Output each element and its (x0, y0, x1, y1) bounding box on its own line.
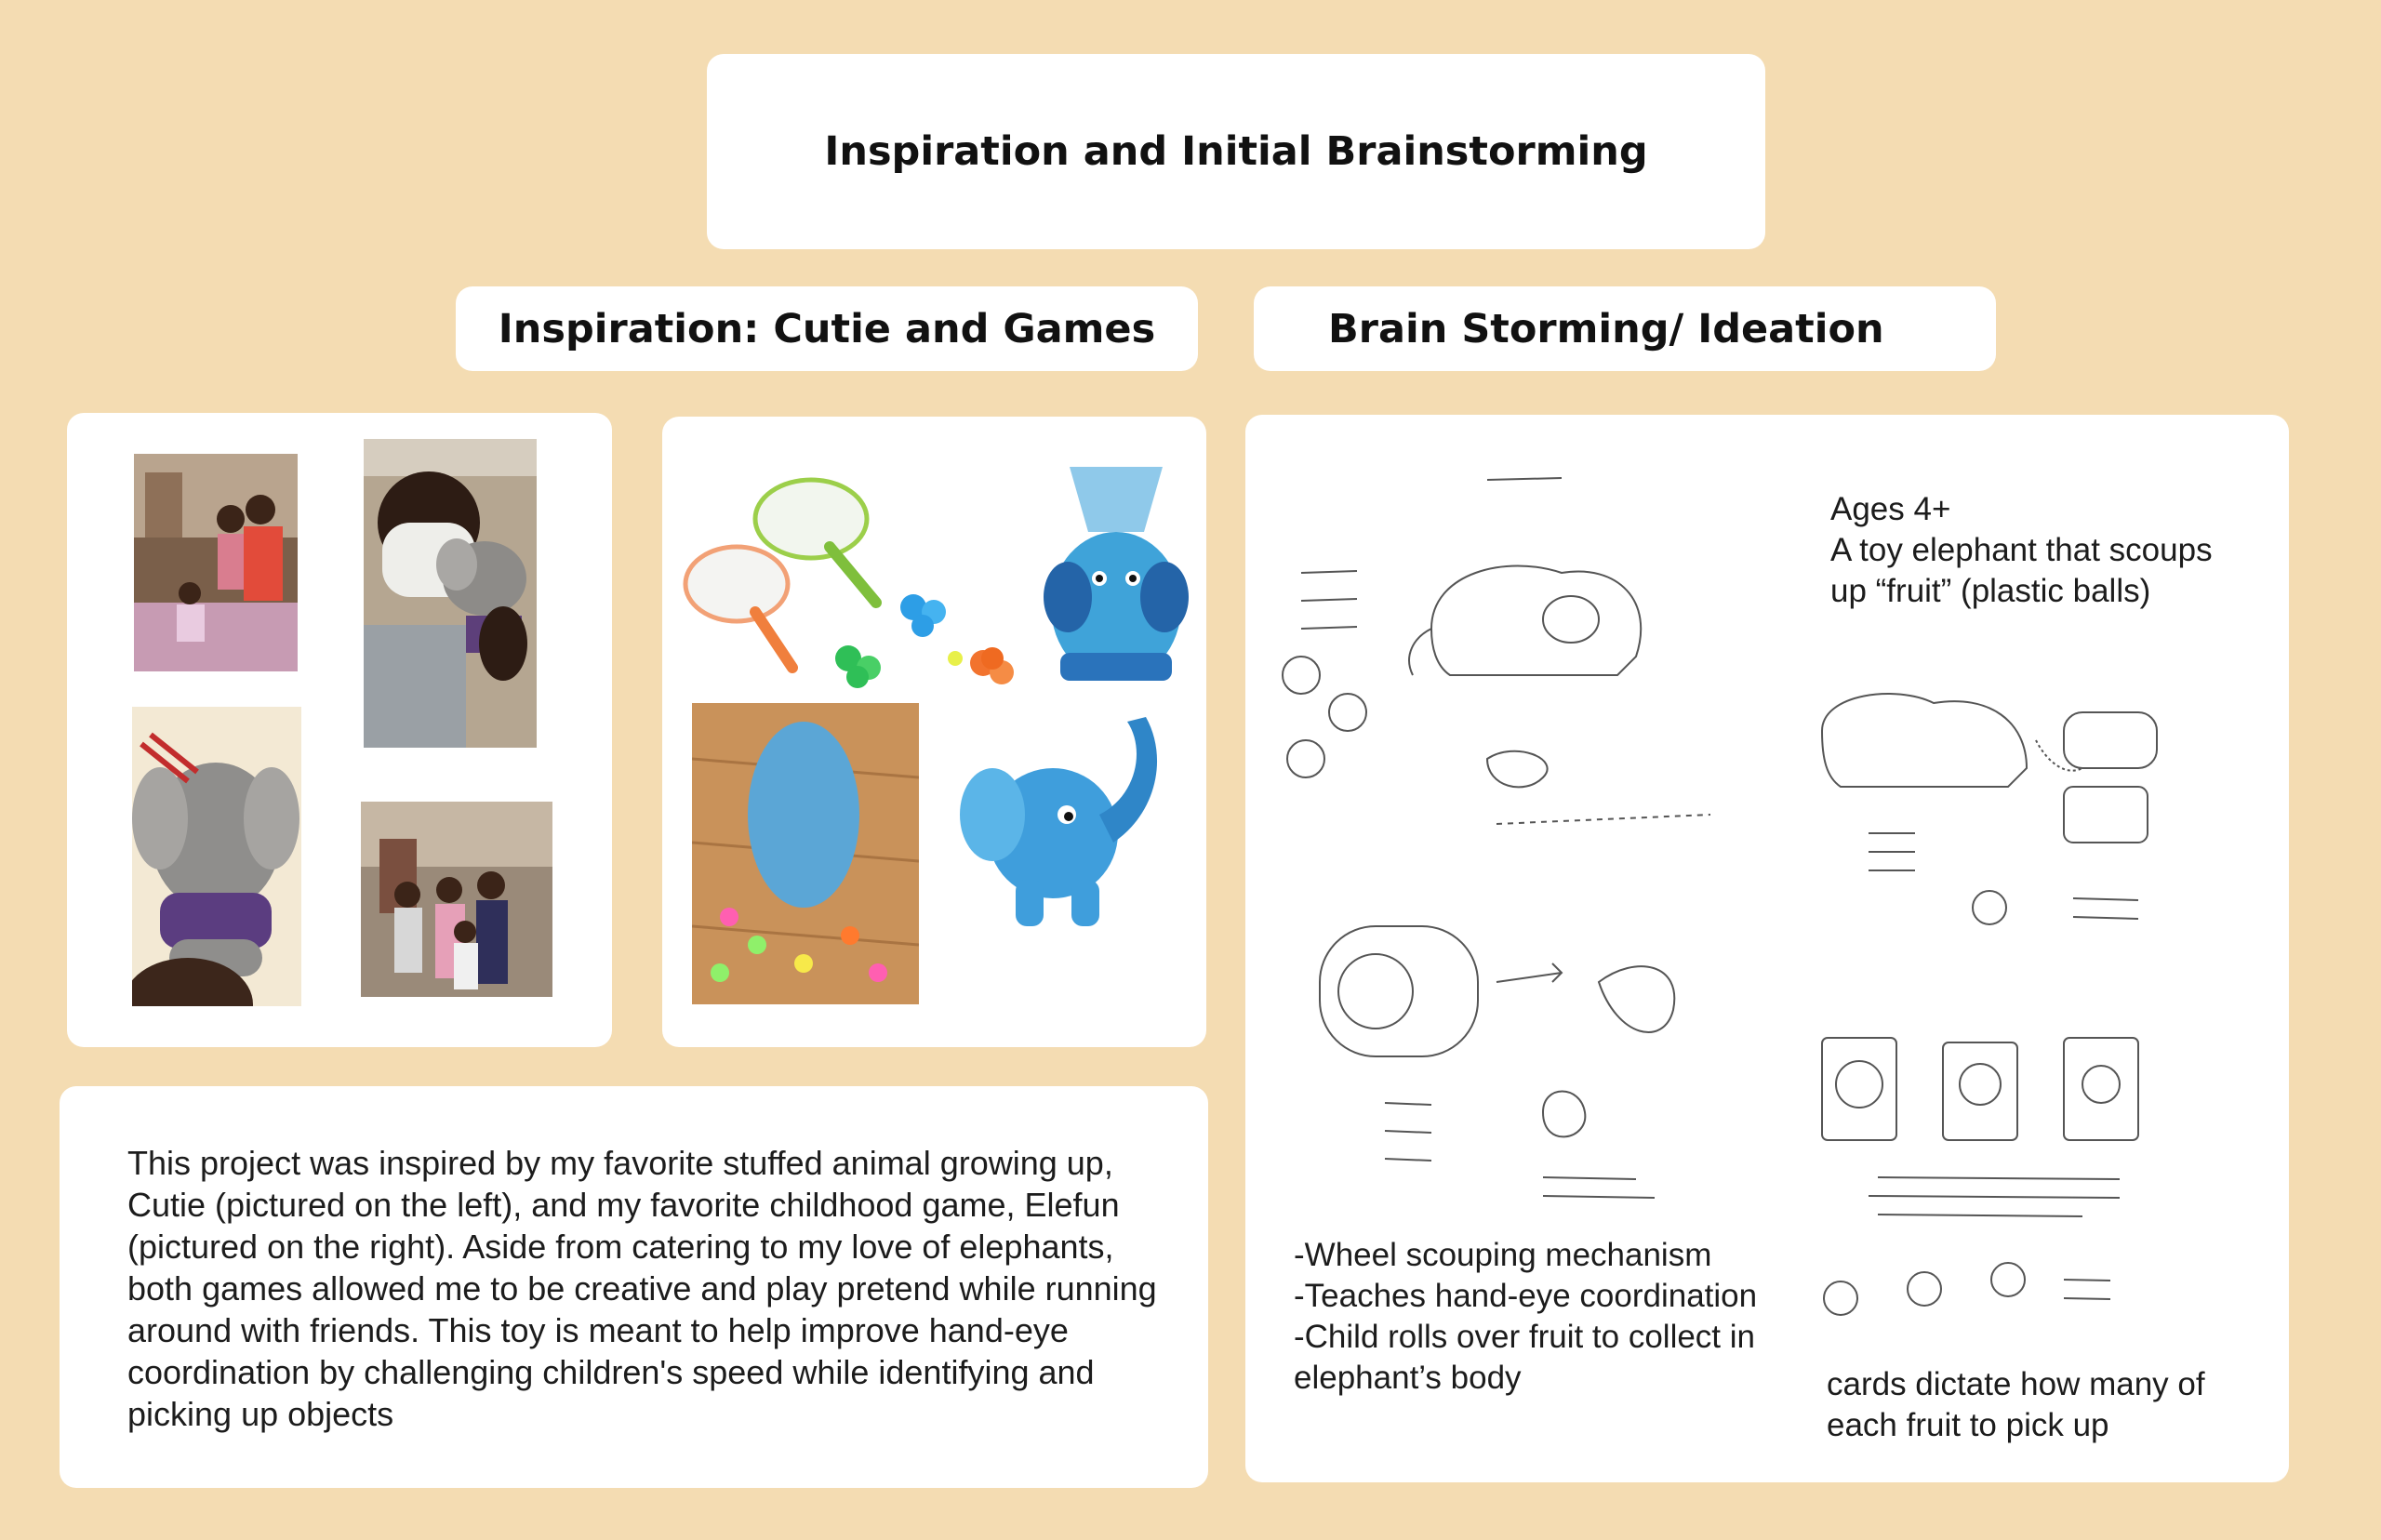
concept-line-1: A toy elephant that scoups (1830, 532, 2213, 568)
feature-coordination: -Teaches hand-eye coordination (1294, 1278, 1758, 1314)
concept-line-2: up “fruit” (plastic balls) (1830, 573, 2151, 609)
cutie-photos-card (67, 413, 612, 1047)
page-title: Inspiration and Initial Brainstorming (824, 128, 1648, 175)
sketch-elephant-drawings (1264, 443, 1766, 1261)
feature-rolls: -Child rolls over fruit to collect in (1294, 1319, 1755, 1355)
photo-toy-on-floor (692, 703, 919, 1004)
inspiration-heading-card (456, 286, 1198, 371)
photo-masked-person-with-elephant (364, 439, 537, 748)
photo-cartoon-elephant (960, 712, 1174, 936)
photo-fruit-balls (811, 584, 1034, 696)
title-card (707, 54, 1765, 249)
features-list (1294, 1235, 1757, 1399)
photo-family-party (134, 454, 298, 671)
brainstorm-heading-card (1254, 286, 1996, 371)
description-card (60, 1086, 1208, 1488)
photo-family-group (361, 802, 552, 997)
cards-line-2: each fruit to pick up (1827, 1407, 2109, 1443)
brainstorm-heading: Brain Storming/ Ideation (1328, 305, 1884, 352)
sketch-mechanism-and-cards (1803, 684, 2268, 1335)
description-text: This project was inspired by my favorite stuffed animal growing up, Cutie (pictured on the left), and my favorite childhood game, Elefun (pictured on the right). Aside from catering to my love of elephants, both games allowed me to be creative and play pretend while running around with friends. This toy is meant to help improve hand-eye coordination by challenging children's speed while identifying and picking up objects (127, 1144, 1157, 1433)
feature-wheel: -Wheel scouping mechanism (1294, 1237, 1712, 1273)
cards-line-1: cards dictate how many of (1827, 1366, 2205, 1402)
brainstorm-sketch-card (1245, 415, 2289, 1482)
inspiration-heading: Inspiration: Cutie and Games (498, 305, 1156, 352)
elefun-photos-card (662, 417, 1206, 1047)
photo-blue-elephant-toy (1042, 458, 1190, 690)
ages-label: Ages 4+ (1830, 491, 1951, 527)
feature-rolls-cont: elephant’s body (1294, 1360, 1522, 1396)
cards-text (1827, 1364, 2205, 1446)
photo-stuffed-elephant (132, 707, 301, 1006)
concept-text (1830, 489, 2213, 612)
